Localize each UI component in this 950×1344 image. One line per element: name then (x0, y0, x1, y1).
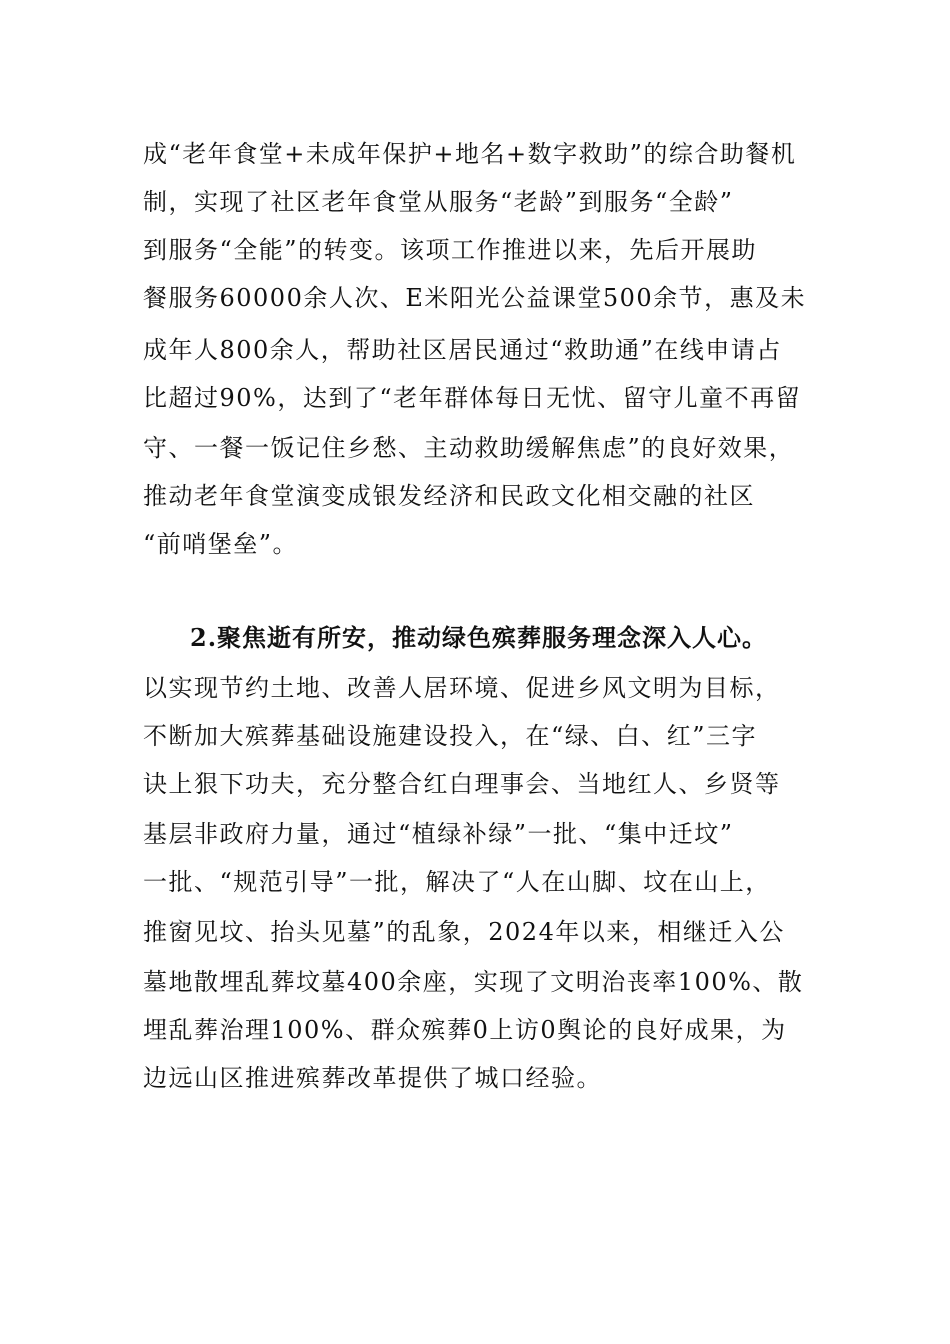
paragraph-2-line-8: 埋乱葬治理100%、群众殡葬0上访0舆论的良好成果，为 (143, 1016, 787, 1044)
paragraph-1-line-1: 成“老年食堂+未成年保护+地名+数字救助”的综合助餐机 (143, 140, 797, 168)
paragraph-2-line-7: 墓地散埋乱葬坟墓400余座，实现了文明治丧率100%、散 (143, 968, 804, 996)
paragraph-2-line-9: 边远山区推进殡葬改革提供了城口经验。 (143, 1064, 602, 1092)
paragraph-2-line-6: 推窗见坟、抬头见墓”的乱象，2024年以来，相继迁入公 (143, 918, 785, 946)
paragraph-2-line-3: 诀上狠下功夫，充分整合红白理事会、当地红人、乡贤等 (143, 770, 781, 798)
paragraph-1-line-2: 制，实现了社区老年食堂从服务“老龄”到服务“全龄” (143, 188, 734, 216)
paragraph-2-line-1: 以实现节约土地、改善人居环境、促进乡风文明为目标， (143, 674, 781, 702)
paragraph-1-line-9: “前哨堡垒”。 (143, 530, 299, 558)
paragraph-1-line-4: 餐服务60000余人次、E米阳光公益课堂500余节，惠及未 (143, 284, 807, 312)
paragraph-1-line-5: 成年人800余人，帮助社区居民通过“救助通”在线申请占 (143, 336, 782, 364)
paragraph-1-line-6: 比超过90%，达到了“老年群体每日无忧、留守儿童不再留 (143, 384, 802, 412)
section-heading-2: 2.聚焦逝有所安，推动绿色殡葬服务理念深入人心。 (190, 623, 768, 652)
paragraph-2-line-2: 不断加大殡葬基础设施建设投入，在“绿、白、红”三字 (143, 722, 758, 750)
paragraph-2-line-5: 一批、“规范引导”一批，解决了“人在山脚、坟在山上， (143, 868, 771, 896)
paragraph-1-line-7: 守、一餐一饭记住乡愁、主动救助缓解焦虑”的良好效果， (143, 434, 795, 462)
paragraph-1-line-8: 推动老年食堂演变成银发经济和民政文化相交融的社区 (143, 482, 755, 510)
paragraph-1-line-3: 到服务“全能”的转变。该项工作推进以来，先后开展助 (143, 236, 758, 264)
paragraph-2-line-4: 基层非政府力量，通过“植绿补绿”一批、“集中迁坟” (143, 820, 734, 848)
